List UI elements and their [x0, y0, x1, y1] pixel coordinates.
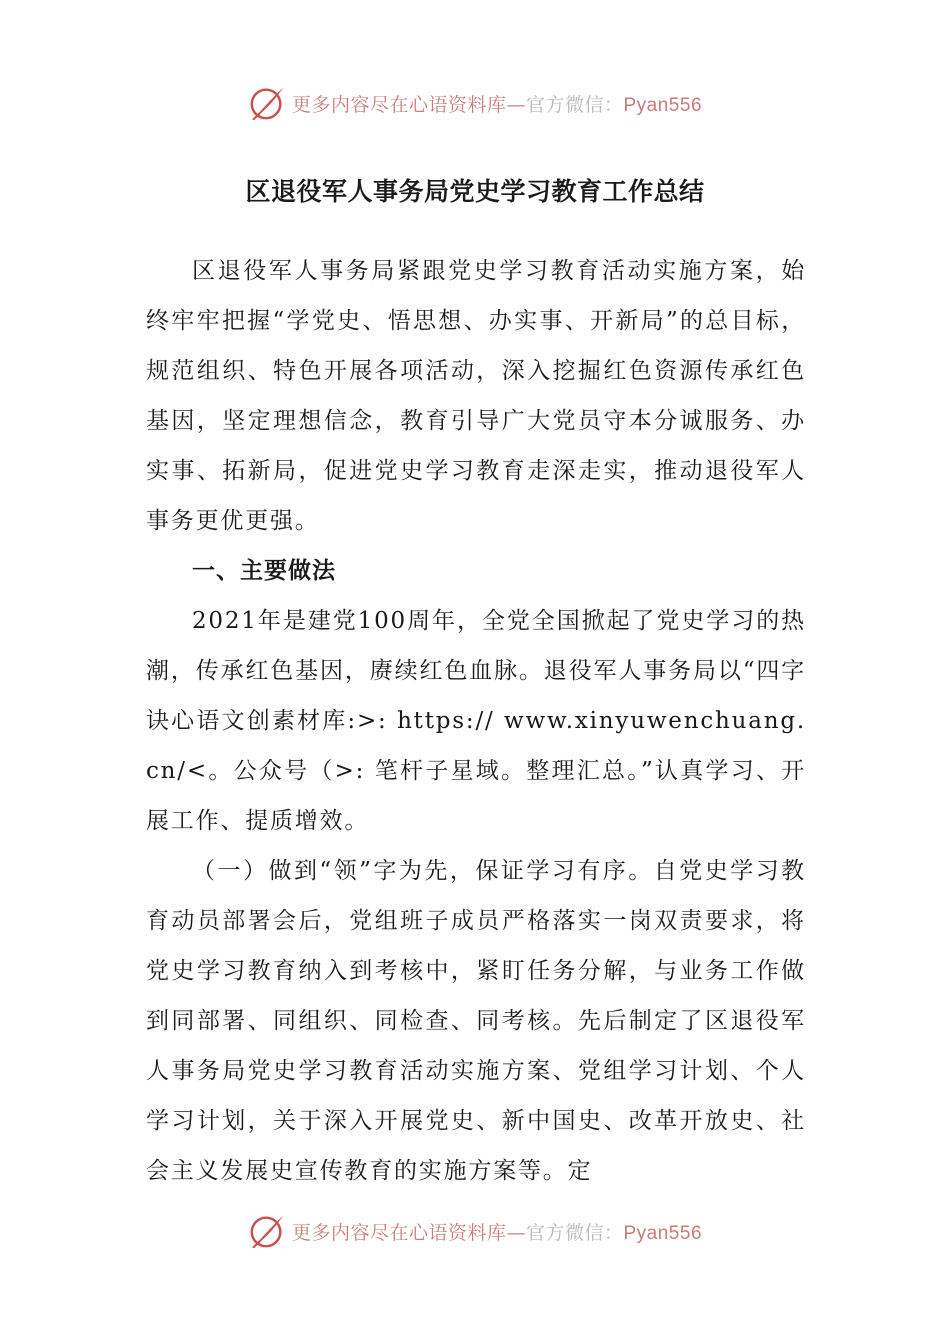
document-title: 区退役军人事务局党史学习教育工作总结 [245, 177, 705, 206]
wechat-label: 官方微信： [525, 93, 624, 116]
wechat-id: Pyan556 [623, 1222, 703, 1244]
wechat-label: 官方微信： [525, 1221, 624, 1244]
header-watermark-banner [0, 80, 950, 126]
document-body [146, 246, 806, 1196]
quill-pen-logo-icon [248, 84, 286, 122]
section-paragraph-b: “四字诀心语文创素材库:>: https:// www.xinyuwenchuang.cn/<。公众号（>: 笔杆子星域。整理汇总。”认真学习、开展工作、提质增效。 [146, 658, 806, 834]
intro-paragraph: 区退役军人事务局紧跟党史学习教育活动实施方案，始终牢牢把握“学党史、悟思想、办实事、开新局”的总目标，规范组织、特色开展各项活动，深入挖掘红色资源传承红色基因，坚定理想信念，教育引导广大党员守本分诚服务、办实事、拓新局，促进党史学习教育走深走实，推动退役军人事务更优更强。 [146, 258, 806, 534]
subsection-paragraph: （一）做到“领”字为先，保证学习有序。自党史学习教育动员部署会后，党组班子成员严格落实一岗双责要求，将党史学习教育纳入到考核中，紧盯任务分解，与业务工作做到同部署、同组织、同检查、同考核。先后制定了区退役军人事务局党史学习教育活动实施方案、党组学习计划、个人学习计划，关于深入开展党史、新中国史、改革开放史、社会主义发展史宣传教育的实施方案等。定 [146, 858, 806, 1184]
watermark-text: 更多内容尽在心语资料库—官方微信：Pyan556 [291, 1221, 703, 1244]
section-paragraph-a: 2021年是建党100周年，全党全国掀起了党史学习的热潮，传承红色基因，赓续红色血脉。退役军人事务局以 [146, 608, 806, 684]
watermark-text: 更多内容尽在心语资料库—官方微信：Pyan556 [291, 93, 703, 116]
section-paragraph [146, 596, 806, 846]
quill-pen-logo-icon [248, 1212, 286, 1250]
section-heading: 一、主要做法 [192, 558, 336, 584]
wechat-id: Pyan556 [623, 94, 703, 116]
footer-watermark-banner [0, 1208, 950, 1254]
